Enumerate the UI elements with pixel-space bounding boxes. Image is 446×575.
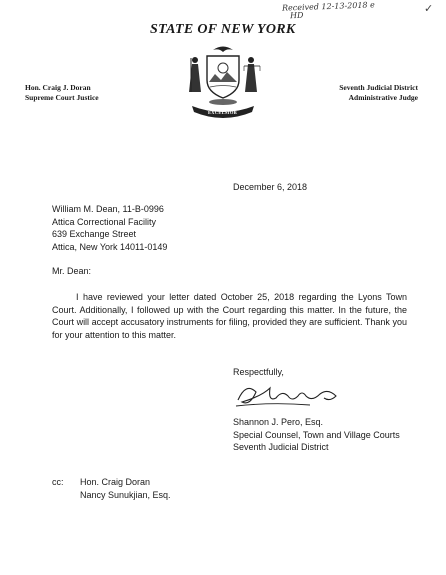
recipient-line: 639 Exchange Street — [52, 229, 137, 239]
district-role: Administrative Judge — [348, 92, 418, 102]
salutation: Mr. Dean: — [52, 266, 92, 276]
seal-motto: EXCELSIOR — [208, 110, 238, 115]
cc-name: Nancy Sunukjian, Esq. — [80, 489, 171, 500]
letterhead-left-block — [25, 83, 99, 102]
judge-title: Supreme Court Justice — [25, 92, 99, 102]
recipient-line: Attica, New York 14011-0149 — [52, 241, 168, 252]
closing: Respectfully, — [233, 367, 284, 377]
signer-block — [233, 416, 400, 454]
letterhead-right-block — [300, 83, 418, 102]
cc-list — [80, 476, 171, 501]
recipient-line: William M. Dean, 11-B-0996 — [52, 204, 164, 214]
recipient-line: Attica Correctional Facility — [52, 216, 157, 227]
letter-body-paragraph: I have reviewed your letter dated October 25, 2018 regarding the Lyons Town Court. Additionally, I followed up with the Court regarding this matter. In the future, the Court will accept accusatory instruments for filing, provided they are sufficient. Thank you for your attention to this matter. — [52, 292, 407, 340]
cc-name: Hon. Craig Doran — [80, 477, 151, 487]
state-seal-icon — [180, 44, 266, 120]
received-handwritten-note: Received 12-13-2018 e — [281, 0, 375, 13]
received-initials: HD — [289, 10, 304, 21]
letter-date: December 6, 2018 — [233, 182, 308, 192]
check-mark-icon: ✓ — [424, 3, 434, 15]
district-name: Seventh Judicial District — [339, 83, 418, 92]
judge-name: Hon. Craig J. Doran — [25, 83, 91, 92]
handwritten-signature — [232, 378, 352, 412]
cc-label: cc: — [52, 477, 64, 487]
signer-name: Shannon J. Pero, Esq. — [233, 417, 324, 427]
signer-district: Seventh Judicial District — [233, 442, 329, 452]
signer-title: Special Counsel, Town and Village Courts — [233, 429, 400, 440]
recipient-address — [52, 203, 167, 253]
letterhead-state-title: STATE OF NEW YORK — [150, 22, 296, 37]
